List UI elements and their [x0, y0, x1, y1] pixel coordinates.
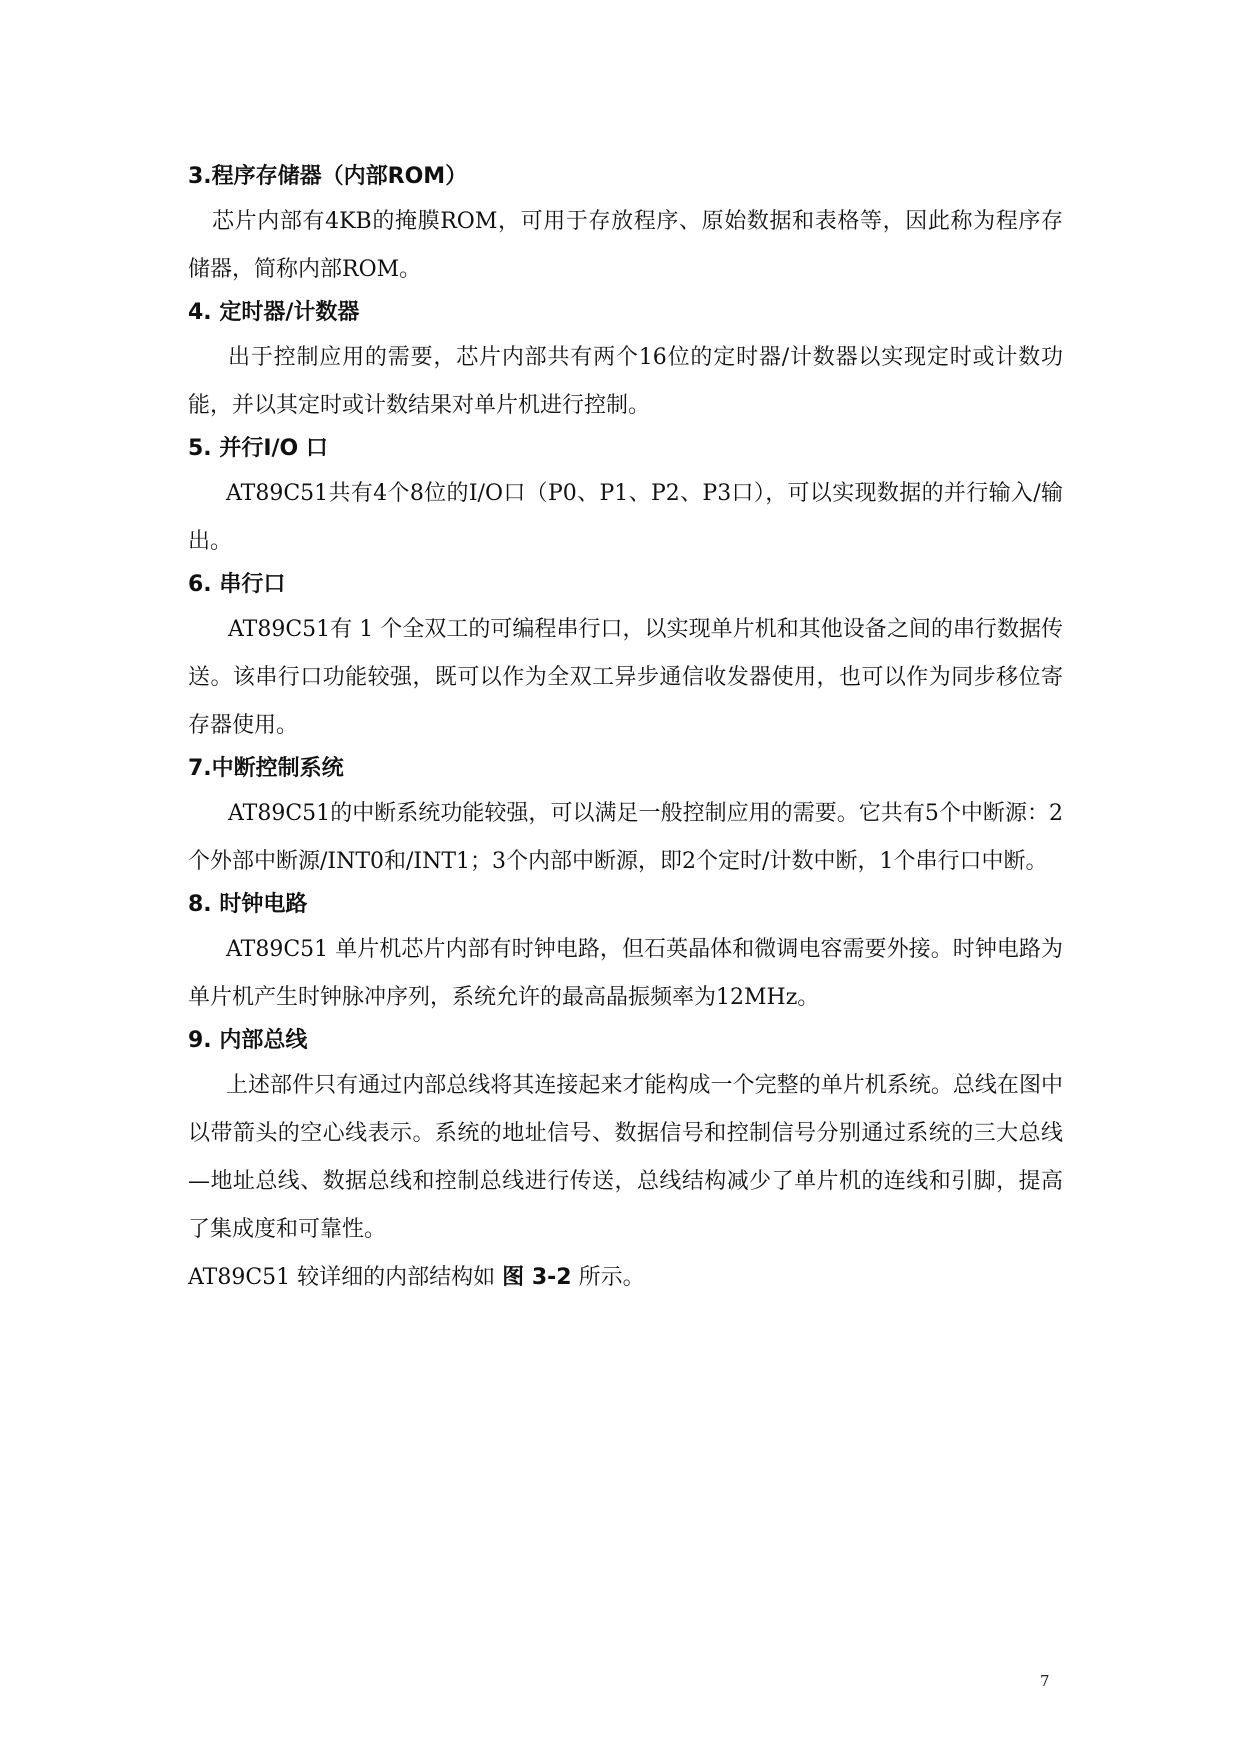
section-paragraph-clock-circuit: AT89C51 单片机芯片内部有时钟电路，但石英晶体和微调电容需要外接。时钟电路为单片机产生时钟脉冲序列，系统允许的最高晶振频率为12MHz。	[188, 937, 1063, 1010]
section-heading-interrupt-system: 7.中断控制系统	[188, 756, 344, 781]
section-heading-internal-bus: 9. 内部总线	[188, 1028, 308, 1053]
closing-text-after: 所示。	[571, 1265, 645, 1290]
section-paragraph-program-memory: 芯片内部有4KB的掩膜ROM，可用于存放程序、原始数据和表格等，因此称为程序存储器，简称内部ROM。	[188, 209, 1063, 282]
closing-text-before: AT89C51 较详细的内部结构如	[188, 1265, 503, 1290]
section-paragraph-serial-port: AT89C51有 1 个全双工的可编程串行口，以实现单片机和其他设备之间的串行数据传送。该串行口功能较强，既可以作为全双工异步通信收发器使用，也可以作为同步移位寄存器使用。	[188, 617, 1063, 738]
section-paragraph-interrupt-system: AT89C51的中断系统功能较强，可以满足一般控制应用的需要。它共有5个中断源：2个外部中断源/INT0和/INT1；3个内部中断源，即2个定时/计数中断，1个串行口中断。	[188, 801, 1063, 874]
document-content	[188, 158, 1063, 1302]
page-number: 7	[1040, 1672, 1050, 1690]
section-heading-timer-counter: 4. 定时器/计数器	[188, 300, 360, 325]
section-heading-serial-port: 6. 串行口	[188, 572, 286, 597]
figure-reference-link[interactable]: 图 3-2	[502, 1265, 572, 1290]
section-paragraph-parallel-io: AT89C51共有4个8位的I/O口（P0、P1、P2、P3口），可以实现数据的并行输入/输出。	[188, 481, 1063, 554]
section-paragraph-internal-bus: 上述部件只有通过内部总线将其连接起来才能构成一个完整的单片机系统。总线在图中以带箭头的空心线表示。系统的地址信号、数据信号和控制信号分别通过系统的三大总线—地址总线、数据总线和控制总线进行传送，总线结构减少了单片机的连线和引脚，提高了集成度和可靠性。	[188, 1073, 1063, 1242]
section-paragraph-timer-counter: 出于控制应用的需要，芯片内部共有两个16位的定时器/计数器以实现定时或计数功能，并以其定时或计数结果对单片机进行控制。	[188, 345, 1063, 418]
section-heading-program-memory: 3.程序存储器（内部ROM）	[188, 164, 468, 189]
section-heading-clock-circuit: 8. 时钟电路	[188, 892, 308, 917]
section-heading-parallel-io: 5. 并行I/O 口	[188, 436, 328, 461]
closing-sentence	[188, 1254, 1063, 1302]
